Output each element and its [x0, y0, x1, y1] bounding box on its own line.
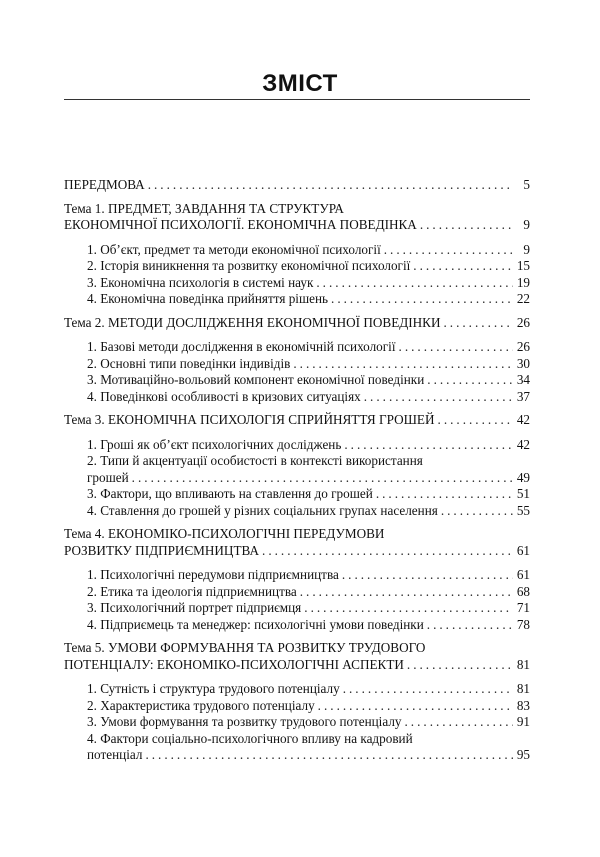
toc-entry-text: 1. Об’єкт, предмет та методи економічної психології: [87, 241, 381, 257]
toc-entry-text: грошей: [87, 469, 129, 485]
toc-entry-subsection: [64, 747, 530, 764]
toc-entry-subsection: [64, 242, 530, 259]
toc-entry-subsection: [64, 356, 530, 373]
toc-entry-text: 3. Фактори, що впливають на ставлення до грошей: [87, 486, 373, 501]
dot-leader: [420, 217, 513, 234]
toc-entry-subsection: [64, 681, 530, 698]
toc-page-number: 5: [523, 177, 530, 192]
dot-leader: [293, 356, 513, 373]
toc-entry-text: 3. Психологічний портрет підприємця: [87, 600, 302, 615]
toc-entry-text: Тема 3. ЕКОНОМІЧНА ПСИХОЛОГІЯ СПРИЙНЯТТЯ ГРОШЕЙ: [64, 412, 435, 427]
toc-entry-preface: [64, 177, 530, 194]
toc-entry-theme-5: [64, 657, 530, 674]
toc-entry-text: 1. Гроші як об’єкт психологічних досліджень: [87, 436, 342, 452]
spacer: [64, 308, 530, 315]
dot-leader: [413, 258, 513, 275]
toc-page-number: 68: [516, 583, 530, 599]
toc-entry-subsection: [64, 372, 530, 389]
toc-page-number: 61: [516, 542, 530, 558]
toc-page-number: 26: [516, 314, 530, 330]
toc-page-number: 26: [516, 339, 530, 354]
dot-leader: [443, 315, 513, 332]
toc-entry-text: 4. Поведінкові особливості в кризових ситуаціях: [87, 388, 361, 404]
toc-entry-subsection: [64, 731, 530, 748]
toc-page-number: 55: [516, 502, 530, 518]
dot-leader: [427, 617, 513, 634]
dot-leader: [399, 339, 513, 356]
toc-entry-text: потенціал: [87, 747, 143, 762]
toc-entry-text: 4. Фактори соціально-психологічного впливу на кадровий: [87, 730, 413, 746]
toc-entry-text: ПЕРЕДМОВА: [64, 177, 145, 192]
dot-leader: [342, 567, 513, 584]
dot-leader: [344, 437, 513, 454]
toc-entry-theme-1: [64, 217, 530, 234]
toc-entry-subsection: [64, 339, 530, 356]
toc-page-number: 81: [516, 656, 530, 672]
toc-page-number: 37: [516, 388, 530, 404]
toc-entry-text: 2. Історія виникнення та розвитку економічної психології: [87, 258, 411, 273]
dot-leader: [304, 600, 513, 617]
toc-page-number: 61: [516, 567, 530, 582]
spacer: [64, 519, 530, 526]
toc-entry-text: 1. Базові методи дослідження в економічній психології: [87, 339, 396, 354]
toc-page-number: 51: [516, 486, 530, 501]
toc-entry-text: Тема 5. УМОВИ ФОРМУВАННЯ ТА РОЗВИТКУ ТРУДОВОГО: [64, 640, 426, 655]
toc-entry-text: 3. Умови формування та розвитку трудового потенціалу: [87, 714, 402, 729]
dot-leader: [316, 275, 513, 292]
dot-leader: [132, 470, 513, 487]
dot-leader: [384, 242, 513, 259]
toc-page-number: 19: [516, 274, 530, 290]
dot-leader: [300, 584, 513, 601]
dot-leader: [376, 486, 513, 503]
spacer: [64, 633, 530, 640]
toc-page-number: 42: [516, 412, 530, 427]
spacer: [64, 405, 530, 412]
toc-entry-subsection: [64, 389, 530, 406]
dot-leader: [427, 372, 513, 389]
toc-entry-subsection: [64, 617, 530, 634]
toc-entry-text: 3. Мотиваційно-вольовий компонент економічної поведінки: [87, 372, 425, 387]
spacer: [64, 234, 530, 242]
dot-leader: [405, 714, 514, 731]
toc-entry-text: Тема 1. ПРЕДМЕТ, ЗАВДАННЯ ТА СТРУКТУРА: [64, 200, 344, 216]
toc-entry-text: Тема 2. МЕТОДИ ДОСЛІДЖЕННЯ ЕКОНОМІЧНОЇ ПОВЕДІНКИ: [64, 314, 441, 330]
toc-page-number: 15: [516, 258, 530, 273]
toc-entry-text: 2. Типи й акцентуації особистості в контексті використання: [87, 453, 423, 468]
toc-entry-text: 4. Підприємець та менеджер: психологічні умови поведінки: [87, 616, 424, 632]
toc-page-number: 30: [516, 355, 530, 371]
toc-page-number: 95: [516, 747, 530, 762]
toc-entry-text: ЕКОНОМІЧНОЇ ПСИХОЛОГІЇ. ЕКОНОМІЧНА ПОВЕДІНКА: [64, 217, 417, 232]
spacer: [64, 194, 530, 201]
toc-page-number: 9: [523, 217, 530, 232]
toc-entry-text: 2. Характеристика трудового потенціалу: [87, 697, 315, 713]
toc-entry-text: 3. Економічна психологія в системі наук: [87, 274, 314, 290]
toc-entry-theme-3: [64, 412, 530, 429]
toc-entry-subsection: [64, 600, 530, 617]
toc-entry-theme-5: [64, 640, 530, 657]
dot-leader: [331, 291, 513, 308]
dot-leader: [364, 389, 513, 406]
toc-entry-subsection: [64, 453, 530, 470]
toc-entry-theme-1: [64, 201, 530, 218]
toc-entry-subsection: [64, 437, 530, 454]
dot-leader: [145, 747, 513, 764]
toc-entry-subsection: [64, 291, 530, 308]
table-of-contents: [64, 177, 530, 764]
dot-leader: [262, 543, 513, 560]
toc-entry-text: РОЗВИТКУ ПІДПРИЄМНИЦТВА: [64, 542, 260, 558]
toc-entry-subsection: [64, 258, 530, 275]
toc-entry-theme-4: [64, 526, 530, 543]
toc-entry-subsection: [64, 698, 530, 715]
dot-leader: [148, 177, 513, 194]
dot-leader: [438, 412, 513, 429]
toc-entry-subsection: [64, 503, 530, 520]
toc-entry-theme-4: [64, 543, 530, 560]
spacer: [64, 559, 530, 567]
page-title: ЗМІСТ: [262, 70, 338, 97]
toc-entry-text: Тема 4. ЕКОНОМІКО-ПСИХОЛОГІЧНІ ПЕРЕДУМОВИ: [64, 526, 385, 541]
title-rule: [64, 99, 530, 100]
toc-page-number: 34: [516, 372, 530, 387]
toc-page-number: 42: [516, 436, 530, 452]
toc-page-number: 71: [516, 600, 530, 615]
toc-page-number: 22: [516, 291, 530, 306]
toc-page-number: 91: [516, 714, 530, 729]
spacer: [64, 429, 530, 437]
toc-entry-subsection: [64, 584, 530, 601]
dot-leader: [441, 503, 513, 520]
toc-entry-text: 2. Основні типи поведінки індивідів: [87, 355, 291, 371]
toc-entry-subsection: [64, 275, 530, 292]
toc-page-number: 9: [523, 241, 530, 257]
toc-page-number: 49: [516, 469, 530, 485]
toc-entry-text: ПОТЕНЦІАЛУ: ЕКОНОМІКО-ПСИХОЛОГІЧНІ АСПЕКТИ: [64, 656, 404, 672]
spacer: [64, 331, 530, 339]
toc-entry-subsection: [64, 470, 530, 487]
toc-entry-text: 4. Ставлення до грошей у різних соціальних групах населення: [87, 502, 438, 518]
toc-entry-theme-2: [64, 315, 530, 332]
toc-page-number: 78: [516, 616, 530, 632]
toc-entry-text: 1. Сутність і структура трудового потенціалу: [87, 681, 340, 696]
toc-page-number: 83: [516, 697, 530, 713]
toc-entry-text: 4. Економічна поведінка прийняття рішень: [87, 291, 329, 306]
toc-entry-subsection: [64, 567, 530, 584]
toc-entry-subsection: [64, 714, 530, 731]
dot-leader: [343, 681, 513, 698]
toc-entry-text: 2. Етика та ідеологія підприємництва: [87, 583, 297, 599]
dot-leader: [407, 657, 513, 674]
toc-page-number: 81: [516, 681, 530, 696]
toc-entry-text: 1. Психологічні передумови підприємництва: [87, 567, 339, 582]
dot-leader: [318, 698, 513, 715]
spacer: [64, 673, 530, 681]
toc-entry-subsection: [64, 486, 530, 503]
